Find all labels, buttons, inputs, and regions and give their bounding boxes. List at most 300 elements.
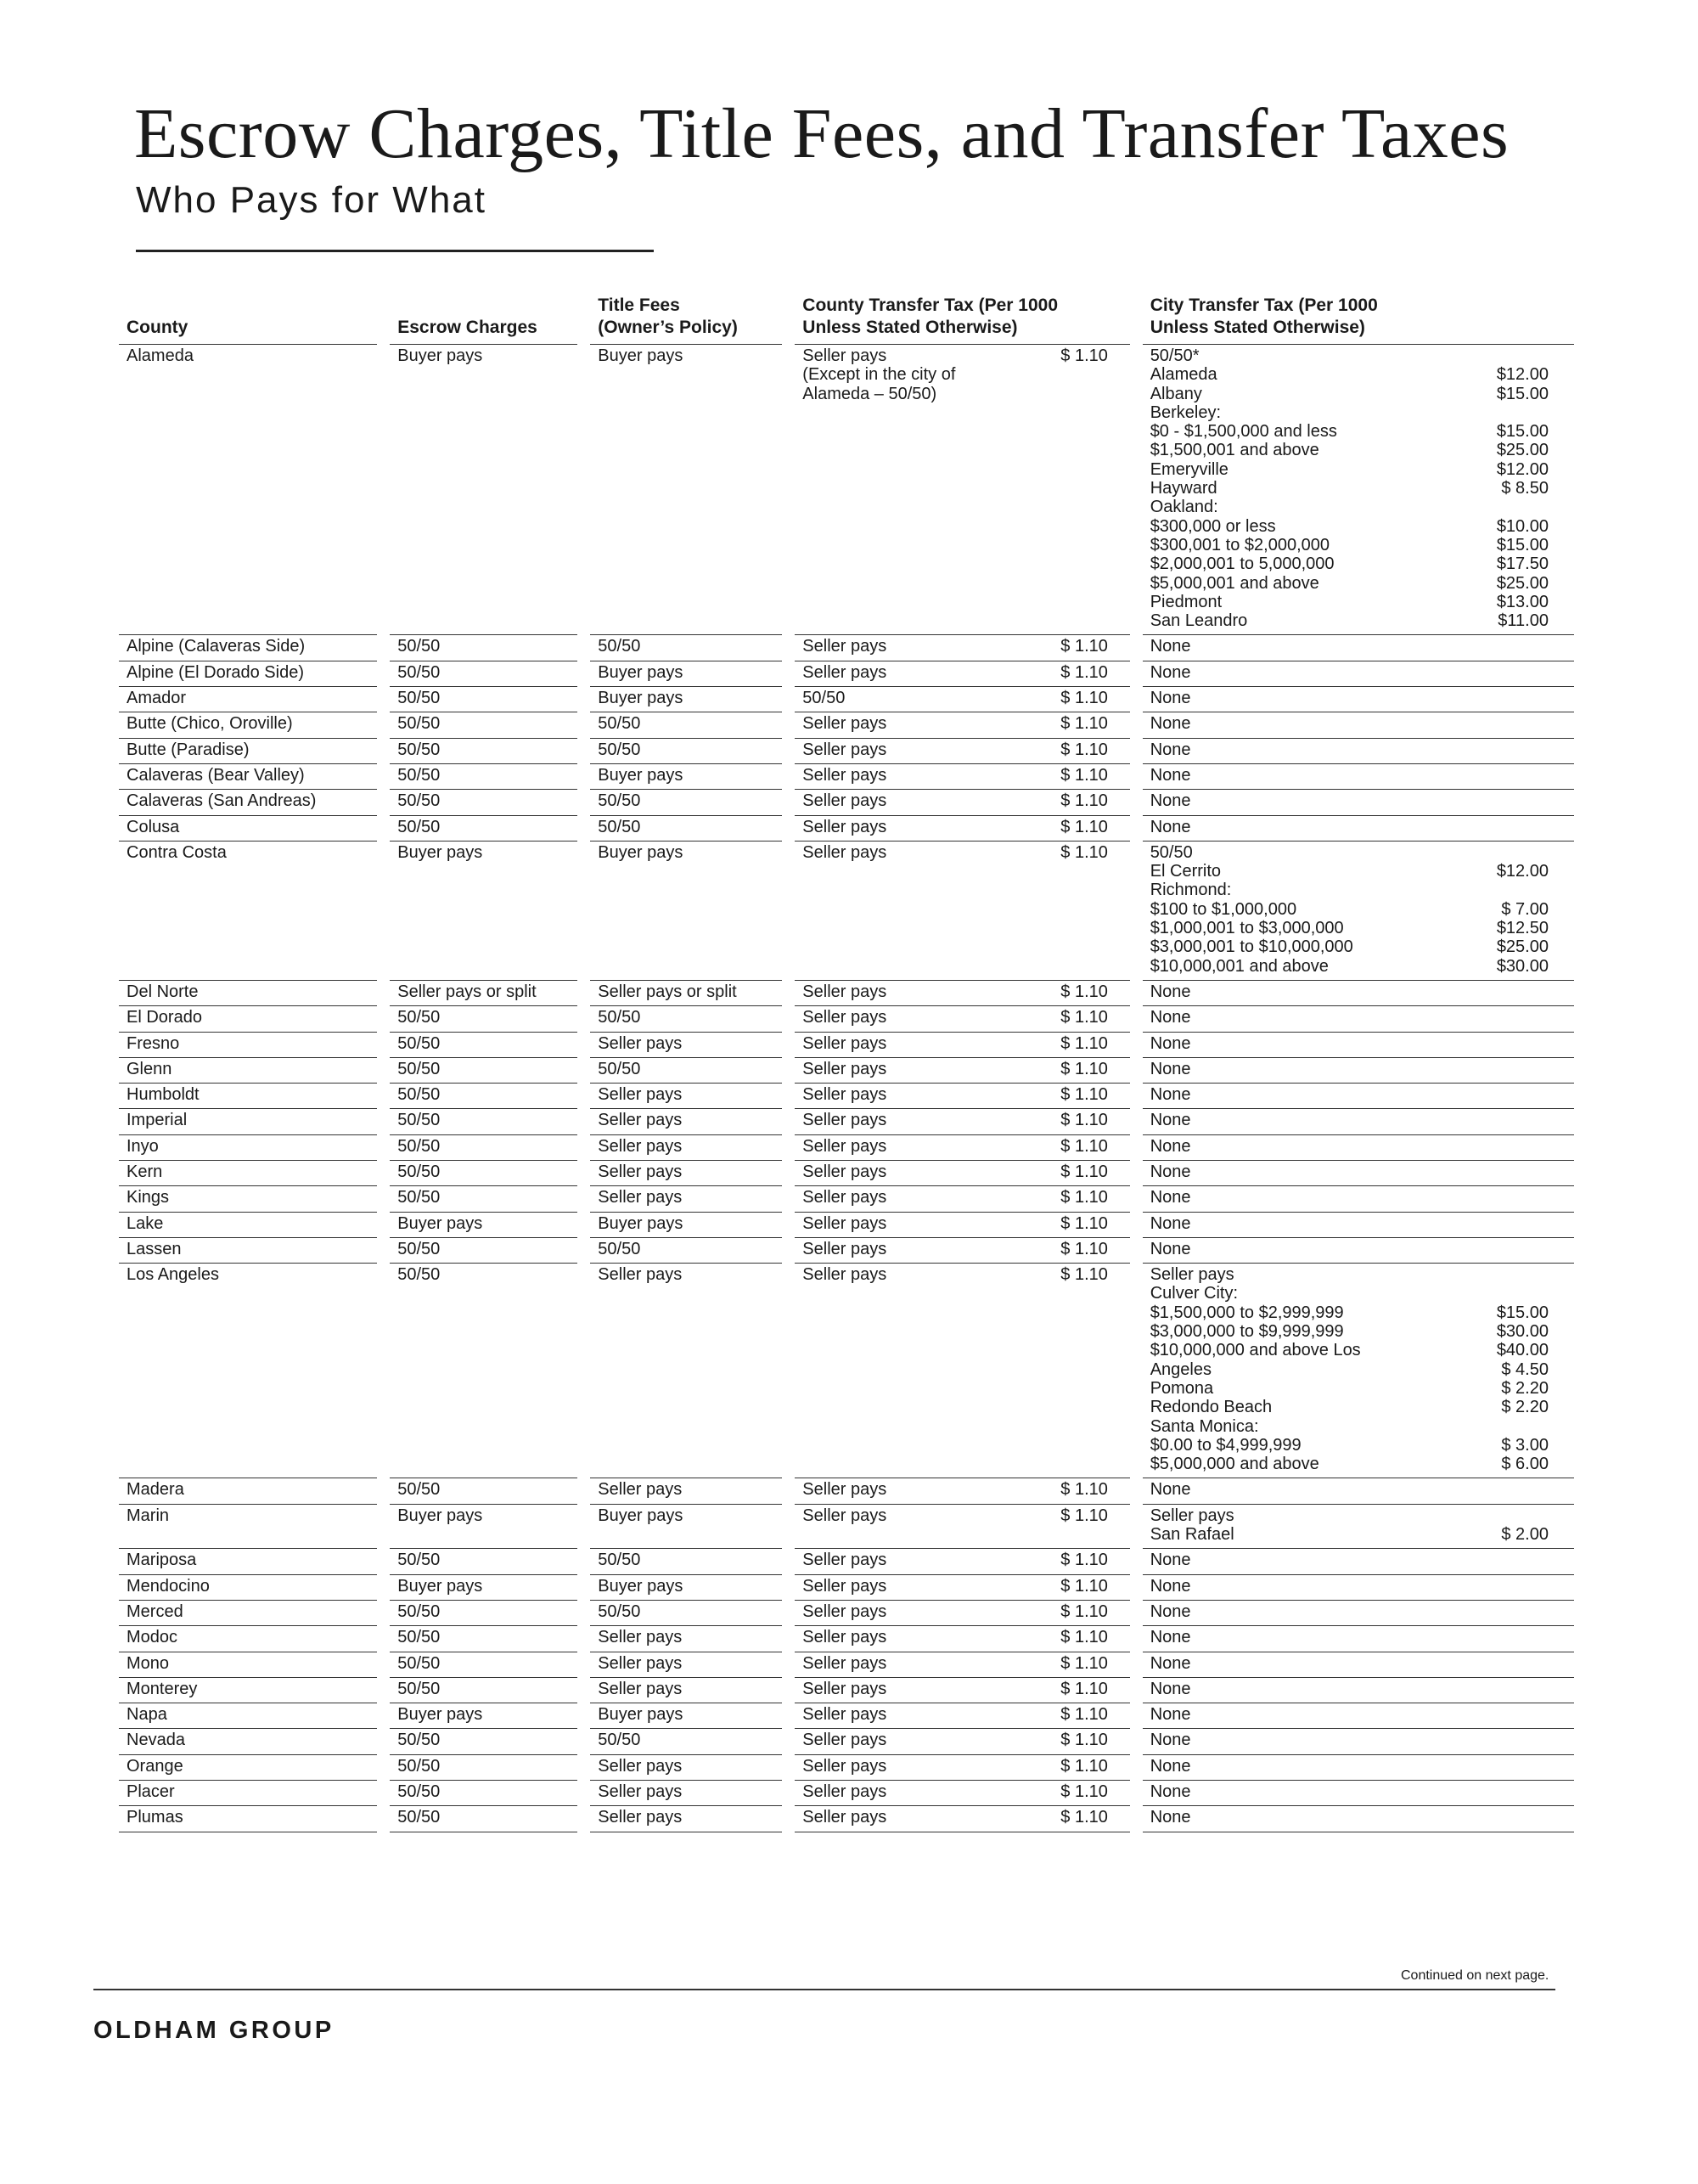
county-tax-amount: $ 1.10: [1060, 689, 1108, 708]
county-tax-amount: $ 1.10: [1060, 346, 1108, 365]
city-tax-cell: [1143, 1505, 1574, 1550]
county-tax-line: Seller pays: [802, 842, 887, 862]
county-tax-line: Seller pays: [802, 1653, 887, 1673]
city-tax-line: [1150, 1628, 1567, 1646]
county-tax-amount: $ 1.10: [1060, 1731, 1108, 1750]
escrow-cell: 50/50: [390, 1135, 577, 1161]
title-fees-cell: Seller pays: [590, 1033, 782, 1058]
county-tax-line: Seller pays: [802, 1265, 887, 1285]
city-tax-line: [1150, 365, 1567, 384]
escrow-cell: 50/50: [390, 1601, 577, 1626]
city-tax-line: [1150, 1577, 1567, 1596]
city-tax-rate: $12.00: [1496, 459, 1549, 479]
escrow-cell: 50/50: [390, 790, 577, 815]
table-row: [119, 1084, 1574, 1109]
city-tax-rate: $ 2.20: [1501, 1378, 1549, 1398]
table-row: [119, 1006, 1574, 1032]
county-cell: Calaveras (San Andreas): [119, 790, 377, 815]
city-tax-line: [1150, 1360, 1567, 1379]
county-tax-line: Seller pays: [802, 1576, 887, 1596]
header-county: [119, 289, 377, 345]
table-row: [119, 1033, 1574, 1058]
table-row: [119, 345, 1574, 635]
county-tax-cell: [795, 1033, 1129, 1058]
county-tax-amount: $ 1.10: [1060, 1033, 1108, 1053]
table-row: [119, 1626, 1574, 1652]
escrow-cell: 50/50: [390, 1626, 577, 1652]
city-tax-label: Seller pays: [1150, 1265, 1234, 1285]
city-tax-label: None: [1150, 662, 1191, 682]
city-tax-label: None: [1150, 1653, 1191, 1673]
city-tax-label: $5,000,001 and above: [1150, 573, 1319, 593]
county-cell: Napa: [119, 1703, 377, 1729]
city-tax-cell: [1143, 1703, 1574, 1729]
county-tax-amount: $ 1.10: [1060, 1756, 1108, 1776]
county-tax-line: Seller pays: [802, 1239, 887, 1258]
title-fees-cell: 50/50: [590, 1601, 782, 1626]
city-tax-line: [1150, 919, 1567, 937]
county-tax-amount: $ 1.10: [1060, 1705, 1108, 1725]
county-cell: Colusa: [119, 816, 377, 842]
county-tax-amount: $ 1.10: [1060, 842, 1108, 862]
table-row: [119, 635, 1574, 661]
city-tax-line: [1150, 1680, 1567, 1698]
county-tax-cell: [795, 1161, 1129, 1186]
header-title-fees-line: Title Fees: [598, 296, 680, 315]
city-tax-line: [1150, 1214, 1567, 1233]
county-cell: Inyo: [119, 1135, 377, 1161]
city-tax-label: Hayward: [1150, 479, 1217, 498]
table-row: [119, 1781, 1574, 1806]
city-tax-label: None: [1150, 1111, 1191, 1130]
header-county-tax-line: Unless Stated Otherwise): [802, 318, 1018, 337]
county-tax-amount: $ 1.10: [1060, 1008, 1108, 1027]
city-tax-cell: [1143, 1575, 1574, 1601]
title-divider: [136, 250, 654, 252]
title-fees-cell: Seller pays: [590, 1626, 782, 1652]
city-tax-line: [1150, 1240, 1567, 1258]
county-cell: Imperial: [119, 1109, 377, 1134]
title-fees-cell: Seller pays: [590, 1084, 782, 1109]
county-cell: Fresno: [119, 1033, 377, 1058]
table-row: [119, 687, 1574, 712]
city-tax-label: Oakland:: [1150, 498, 1218, 517]
table-row: [119, 661, 1574, 687]
city-tax-line: [1150, 1551, 1567, 1569]
title-fees-cell: Seller pays: [590, 1781, 782, 1806]
escrow-cell: Buyer pays: [390, 1575, 577, 1601]
city-tax-label: $100 to $1,000,000: [1150, 899, 1297, 919]
county-cell: Alameda: [119, 345, 377, 635]
city-tax-cell: [1143, 816, 1574, 842]
city-tax-label: None: [1150, 689, 1191, 708]
escrow-cell: 50/50: [390, 687, 577, 712]
city-tax-label: None: [1150, 982, 1191, 1001]
county-tax-line: Seller pays: [802, 1551, 887, 1570]
city-tax-line: [1150, 900, 1567, 919]
escrow-cell: 50/50: [390, 1084, 577, 1109]
county-tax-amount: $ 1.10: [1060, 714, 1108, 734]
county-cell: Calaveras (Bear Valley): [119, 764, 377, 790]
city-tax-line: [1150, 957, 1567, 976]
county-tax-cell: [795, 1781, 1129, 1806]
city-tax-label: None: [1150, 1601, 1191, 1621]
county-tax-cell: [795, 1084, 1129, 1109]
city-tax-rate: $17.50: [1496, 554, 1549, 574]
county-cell: Orange: [119, 1755, 377, 1781]
county-cell: Plumas: [119, 1806, 377, 1832]
page-subtitle: Who Pays for What: [136, 179, 487, 221]
city-tax-line: [1150, 593, 1567, 611]
county-cell: Alpine (Calaveras Side): [119, 635, 377, 661]
city-tax-cell: [1143, 981, 1574, 1006]
city-tax-label: None: [1150, 791, 1191, 811]
city-tax-cell: [1143, 1033, 1574, 1058]
city-tax-line: [1150, 479, 1567, 498]
header-escrow-label: Escrow Charges: [397, 318, 537, 337]
county-tax-cell: [795, 816, 1129, 842]
county-tax-line: Seller pays: [802, 791, 887, 811]
county-cell: Glenn: [119, 1058, 377, 1084]
city-tax-line: [1150, 1060, 1567, 1078]
county-tax-amount: $ 1.10: [1060, 791, 1108, 811]
city-tax-cell: [1143, 1084, 1574, 1109]
county-tax-cell: [795, 790, 1129, 815]
header-escrow: [390, 289, 577, 345]
city-tax-label: None: [1150, 1188, 1191, 1207]
county-cell: Mendocino: [119, 1575, 377, 1601]
header-city-tax-line: Unless Stated Otherwise): [1150, 318, 1365, 337]
city-tax-cell: [1143, 1109, 1574, 1134]
title-fees-cell: Buyer pays: [590, 1505, 782, 1550]
table-row: [119, 1186, 1574, 1212]
county-tax-cell: [795, 1213, 1129, 1238]
city-tax-label: None: [1150, 1033, 1191, 1053]
city-tax-label: $3,000,000 to $9,999,999: [1150, 1322, 1344, 1342]
brand-logo-text: OLDHAM GROUP: [93, 2017, 335, 2044]
city-tax-line: [1150, 1654, 1567, 1673]
county-tax-line: 50/50: [802, 689, 846, 708]
county-tax-amount: $ 1.10: [1060, 1808, 1108, 1827]
city-tax-rate: $13.00: [1496, 592, 1549, 611]
city-tax-line: [1150, 1782, 1567, 1801]
county-tax-amount: $ 1.10: [1060, 1480, 1108, 1500]
title-fees-cell: Seller pays: [590, 1806, 782, 1832]
city-tax-line: [1150, 689, 1567, 707]
city-tax-line: [1150, 1808, 1567, 1827]
city-tax-label: El Cerrito: [1150, 862, 1222, 881]
city-tax-label: None: [1150, 1239, 1191, 1258]
city-tax-label: None: [1150, 637, 1191, 656]
table-row: [119, 1703, 1574, 1729]
county-tax-cell: [795, 1058, 1129, 1084]
city-tax-line: [1150, 498, 1567, 516]
county-tax-cell: [795, 1652, 1129, 1678]
city-tax-label: $10,000,000 and above Los: [1150, 1341, 1361, 1360]
table-row: [119, 981, 1574, 1006]
county-tax-cell: [795, 739, 1129, 764]
county-cell: Kings: [119, 1186, 377, 1212]
continued-note: Continued on next page.: [1401, 1968, 1549, 1983]
county-tax-cell: [795, 712, 1129, 738]
city-tax-line: [1150, 460, 1567, 479]
city-tax-label: $10,000,001 and above: [1150, 956, 1329, 976]
escrow-cell: 50/50: [390, 816, 577, 842]
escrow-cell: 50/50: [390, 1729, 577, 1754]
city-tax-cell: [1143, 1678, 1574, 1703]
county-tax-line: Seller pays: [802, 1601, 887, 1621]
county-tax-cell: [795, 687, 1129, 712]
table-row: [119, 1575, 1574, 1601]
city-tax-rate: $ 7.00: [1501, 899, 1549, 919]
city-tax-label: None: [1150, 1731, 1191, 1750]
header-title-fees: [590, 289, 782, 345]
city-tax-line: [1150, 346, 1567, 365]
title-fees-cell: 50/50: [590, 816, 782, 842]
table-row: [119, 1505, 1574, 1550]
city-tax-line: [1150, 1284, 1567, 1303]
county-cell: Merced: [119, 1601, 377, 1626]
city-tax-line: [1150, 1455, 1567, 1473]
table-row: [119, 1238, 1574, 1264]
county-tax-amount: $ 1.10: [1060, 1628, 1108, 1647]
table-row: [119, 842, 1574, 981]
header-county-tax-line: County Transfer Tax (Per 1000: [802, 296, 1059, 315]
title-fees-cell: Buyer pays: [590, 661, 782, 687]
city-tax-label: None: [1150, 1213, 1191, 1233]
city-tax-label: $300,000 or less: [1150, 516, 1276, 536]
city-tax-cell: [1143, 687, 1574, 712]
city-tax-line: [1150, 611, 1567, 630]
county-tax-amount: $ 1.10: [1060, 765, 1108, 785]
city-tax-label: None: [1150, 765, 1191, 785]
county-tax-amount: $ 1.10: [1060, 817, 1108, 836]
city-tax-label: $1,000,001 to $3,000,000: [1150, 919, 1344, 938]
county-tax-line: Seller pays: [802, 740, 887, 759]
table-row: [119, 816, 1574, 842]
county-tax-line: Seller pays: [802, 1162, 887, 1181]
city-tax-line: [1150, 982, 1567, 1001]
county-tax-line: Seller pays: [802, 1188, 887, 1207]
city-tax-cell: [1143, 1626, 1574, 1652]
city-tax-label: Santa Monica:: [1150, 1416, 1259, 1436]
county-tax-cell: [795, 345, 1129, 635]
title-fees-cell: Buyer pays: [590, 345, 782, 635]
title-fees-cell: Seller pays: [590, 1161, 782, 1186]
header-county-tax: [795, 289, 1129, 345]
city-tax-line: [1150, 554, 1567, 573]
county-tax-line: Seller pays: [802, 1085, 887, 1105]
title-fees-cell: Seller pays: [590, 1478, 782, 1504]
city-tax-line: [1150, 714, 1567, 733]
city-tax-label: $0 - $1,500,000 and less: [1150, 422, 1337, 442]
title-fees-cell: Seller pays: [590, 1678, 782, 1703]
city-tax-label: None: [1150, 1480, 1191, 1500]
county-tax-line: Seller pays: [802, 765, 887, 785]
title-fees-cell: Seller pays: [590, 1652, 782, 1678]
city-tax-line: [1150, 1705, 1567, 1724]
county-tax-amount: $ 1.10: [1060, 1653, 1108, 1673]
escrow-cell: 50/50: [390, 1058, 577, 1084]
city-tax-line: [1150, 1436, 1567, 1455]
table-row: [119, 1729, 1574, 1754]
city-tax-line: [1150, 403, 1567, 422]
county-tax-line: Seller pays: [802, 1628, 887, 1647]
city-tax-line: [1150, 1341, 1567, 1359]
escrow-cell: 50/50: [390, 1478, 577, 1504]
county-tax-line: Seller pays: [802, 1731, 887, 1750]
city-tax-line: [1150, 791, 1567, 810]
city-tax-label: None: [1150, 1756, 1191, 1776]
county-tax-line: Seller pays: [802, 662, 887, 682]
table-row: [119, 1678, 1574, 1703]
city-tax-label: None: [1150, 1085, 1191, 1105]
city-tax-label: 50/50*: [1150, 346, 1200, 365]
city-tax-rate: $15.00: [1496, 384, 1549, 403]
city-tax-label: None: [1150, 1808, 1191, 1827]
city-tax-label: None: [1150, 1576, 1191, 1596]
city-tax-label: $5,000,000 and above: [1150, 1455, 1319, 1474]
title-fees-cell: Seller pays or split: [590, 981, 782, 1006]
city-tax-label: Pomona: [1150, 1378, 1214, 1398]
city-tax-rate: $12.00: [1496, 365, 1549, 385]
title-fees-cell: 50/50: [590, 1058, 782, 1084]
header-city-tax-line: City Transfer Tax (Per 1000: [1150, 296, 1378, 315]
escrow-cell: 50/50: [390, 1006, 577, 1032]
county-tax-cell: [795, 1806, 1129, 1832]
county-tax-line: Seller pays: [802, 1213, 887, 1233]
city-tax-rate: $25.00: [1496, 441, 1549, 460]
escrow-cell: 50/50: [390, 1033, 577, 1058]
county-tax-cell: [795, 661, 1129, 687]
county-cell: Placer: [119, 1781, 377, 1806]
city-tax-label: Emeryville: [1150, 459, 1229, 479]
county-tax-line: Alameda – 50/50): [802, 384, 937, 403]
county-cell: Amador: [119, 687, 377, 712]
county-cell: Humboldt: [119, 1084, 377, 1109]
city-tax-rate: $ 3.00: [1501, 1435, 1549, 1455]
county-tax-cell: [795, 1678, 1129, 1703]
county-tax-amount: $ 1.10: [1060, 1085, 1108, 1105]
county-cell: Marin: [119, 1505, 377, 1550]
city-tax-label: None: [1150, 1136, 1191, 1156]
city-tax-line: [1150, 1731, 1567, 1749]
title-fees-cell: Seller pays: [590, 1755, 782, 1781]
county-tax-amount: $ 1.10: [1060, 637, 1108, 656]
city-tax-label: $3,000,001 to $10,000,000: [1150, 937, 1353, 957]
escrow-cell: 50/50: [390, 1678, 577, 1703]
city-tax-label: None: [1150, 1705, 1191, 1725]
city-tax-cell: [1143, 1006, 1574, 1032]
city-tax-line: [1150, 1085, 1567, 1104]
city-tax-line: [1150, 818, 1567, 836]
title-fees-cell: 50/50: [590, 635, 782, 661]
city-tax-cell: [1143, 1601, 1574, 1626]
table-row: [119, 1549, 1574, 1574]
county-tax-cell: [795, 1549, 1129, 1574]
escrow-cell: Buyer pays: [390, 842, 577, 981]
city-tax-cell: [1143, 842, 1574, 981]
city-tax-rate: $11.00: [1498, 611, 1549, 631]
county-tax-line: Seller pays: [802, 1059, 887, 1078]
city-tax-label: None: [1150, 1162, 1191, 1181]
county-tax-line: Seller pays: [802, 1136, 887, 1156]
city-tax-cell: [1143, 764, 1574, 790]
city-tax-line: [1150, 1265, 1567, 1284]
city-tax-cell: [1143, 1478, 1574, 1504]
city-tax-cell: [1143, 635, 1574, 661]
city-tax-label: Piedmont: [1150, 592, 1223, 611]
city-tax-cell: [1143, 1238, 1574, 1264]
city-tax-cell: [1143, 1755, 1574, 1781]
county-tax-cell: [795, 842, 1129, 981]
table-row: [119, 1755, 1574, 1781]
escrow-cell: 50/50: [390, 764, 577, 790]
city-tax-line: [1150, 1757, 1567, 1776]
title-fees-cell: Buyer pays: [590, 1703, 782, 1729]
county-tax-cell: [795, 1601, 1129, 1626]
county-tax-cell: [795, 1626, 1129, 1652]
city-tax-line: [1150, 862, 1567, 881]
city-tax-label: $1,500,001 and above: [1150, 441, 1319, 460]
county-cell: Lake: [119, 1213, 377, 1238]
county-tax-cell: [795, 981, 1129, 1006]
table-body: [119, 345, 1574, 1832]
city-tax-line: [1150, 422, 1567, 441]
county-tax-amount: $ 1.10: [1060, 1601, 1108, 1621]
city-tax-line: [1150, 1525, 1567, 1544]
county-cell: Alpine (El Dorado Side): [119, 661, 377, 687]
city-tax-line: [1150, 1303, 1567, 1322]
title-fees-cell: Seller pays: [590, 1109, 782, 1134]
city-tax-rate: $12.50: [1496, 919, 1549, 938]
city-tax-rate: $30.00: [1496, 1322, 1549, 1342]
title-fees-cell: 50/50: [590, 739, 782, 764]
county-tax-line: Seller pays: [802, 1756, 887, 1776]
county-tax-amount: $ 1.10: [1060, 1136, 1108, 1156]
city-tax-line: [1150, 1137, 1567, 1156]
escrow-cell: 50/50: [390, 1781, 577, 1806]
county-cell: Contra Costa: [119, 842, 377, 981]
county-cell: Butte (Chico, Oroville): [119, 712, 377, 738]
city-tax-line: [1150, 1417, 1567, 1436]
county-tax-cell: [795, 1505, 1129, 1550]
title-fees-cell: 50/50: [590, 1729, 782, 1754]
county-tax-line: Seller pays: [802, 1782, 887, 1801]
escrow-cell: 50/50: [390, 739, 577, 764]
county-tax-line: Seller pays: [802, 714, 887, 734]
county-tax-amount: $ 1.10: [1060, 1679, 1108, 1698]
city-tax-label: None: [1150, 740, 1191, 759]
city-tax-cell: [1143, 1549, 1574, 1574]
city-tax-label: 50/50: [1150, 842, 1193, 862]
escrow-cell: Buyer pays: [390, 345, 577, 635]
escrow-cell: 50/50: [390, 1238, 577, 1264]
title-fees-cell: 50/50: [590, 1006, 782, 1032]
county-cell: Madera: [119, 1478, 377, 1504]
city-tax-label: $300,001 to $2,000,000: [1150, 535, 1330, 554]
city-tax-cell: [1143, 712, 1574, 738]
city-tax-label: None: [1150, 1679, 1191, 1698]
city-tax-label: Albany: [1150, 384, 1202, 403]
escrow-cell: 50/50: [390, 661, 577, 687]
city-tax-label: $1,500,000 to $2,999,999: [1150, 1303, 1344, 1322]
escrow-cell: Buyer pays: [390, 1213, 577, 1238]
title-fees-cell: Seller pays: [590, 1264, 782, 1478]
city-tax-label: Richmond:: [1150, 881, 1232, 900]
county-tax-line: Seller pays: [802, 817, 887, 836]
city-tax-label: Seller pays: [1150, 1506, 1234, 1525]
